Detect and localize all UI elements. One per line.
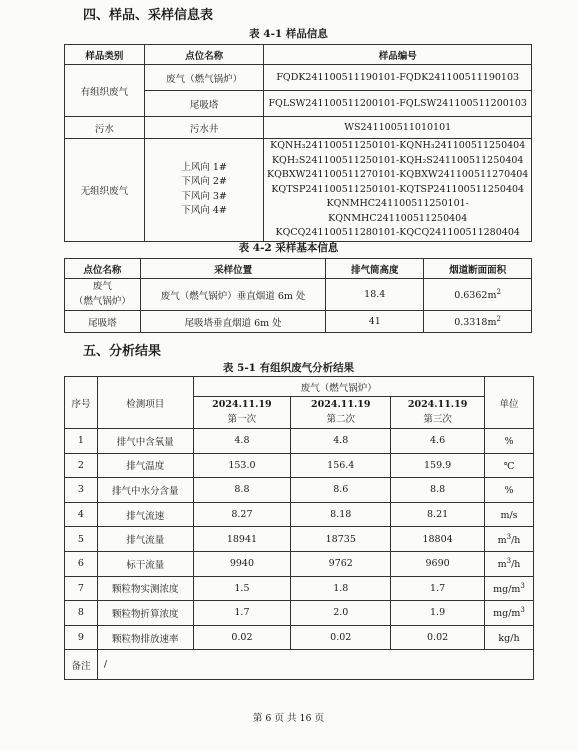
row-value-1: 1.5 — [193, 576, 291, 601]
header-code: 样品编号 — [264, 45, 532, 65]
point-name: 下风向 4# — [181, 205, 227, 217]
row-value-1: 153.0 — [193, 453, 291, 478]
row-unit — [485, 429, 534, 454]
table-4-2-caption: 表 4-2 采样基本信息 — [238, 242, 339, 254]
category-organized: 有组织废气 — [65, 65, 145, 117]
table-row — [65, 453, 534, 478]
point-name — [65, 279, 141, 311]
flue-area — [424, 279, 532, 311]
row-seq: 5 — [65, 527, 98, 552]
category-wastewater: 污水 — [65, 117, 145, 139]
row-unit — [485, 453, 534, 478]
row-value-3: 8.21 — [391, 502, 485, 527]
unit-text: m — [497, 534, 507, 546]
row-seq: 3 — [65, 478, 98, 503]
row-item: 标干流量 — [97, 551, 193, 576]
point-name: 尾吸塔 — [65, 311, 141, 333]
row-unit — [485, 478, 534, 503]
row-item: 颗粒物折算浓度 — [97, 601, 193, 626]
sampling-location: 尾吸塔垂直烟道 6m 处 — [140, 311, 326, 333]
row-seq: 2 — [65, 453, 98, 478]
header-group: 废气（燃气锅炉） — [193, 377, 485, 397]
row-value-1: 8.27 — [193, 502, 291, 527]
row-value-2: 4.8 — [291, 429, 391, 454]
row-value-2: 0.02 — [291, 625, 391, 650]
row-value-2: 18735 — [291, 527, 391, 552]
point-name: 废气（燃气锅炉） — [144, 65, 264, 91]
table-4-1-caption: 表 4-1 样品信息 — [249, 28, 328, 40]
header-category: 样品类别 — [65, 45, 145, 65]
row-item: 排气温度 — [97, 453, 193, 478]
page-footer: 第 6 页 共 16 页 — [252, 713, 325, 724]
row-value-3: 8.8 — [391, 478, 485, 503]
point-name: 上风向 1# — [181, 161, 227, 173]
header-flue-area: 烟道断面面积 — [424, 259, 532, 279]
table-row — [65, 576, 534, 601]
sample-code: KQTSP241100511250101-KQTSP241100511250404 — [271, 183, 525, 195]
row-seq: 1 — [65, 429, 98, 454]
row-value-1: 8.8 — [193, 478, 291, 503]
area-exponent: 2 — [496, 287, 501, 296]
sampling-location: 废气（燃气锅炉）垂直烟道 6m 处 — [140, 279, 326, 311]
header-seq: 序号 — [65, 377, 98, 429]
sample-code: FQLSW241100511200101-FQLSW241100511200103 — [264, 91, 532, 117]
row-value-3: 159.9 — [391, 453, 485, 478]
unit-text: mg/m — [493, 583, 521, 595]
row-item: 排气中含氧量 — [97, 429, 193, 454]
unit-text: m — [497, 559, 507, 571]
run-date: 2024.11.19 — [212, 399, 272, 410]
stack-height: 41 — [326, 311, 424, 333]
table-row — [65, 527, 534, 552]
header-point: 点位名称 — [144, 45, 264, 65]
unit-text: ℃ — [503, 460, 515, 472]
unit-text-tail: /h — [511, 534, 521, 546]
unit-exponent: 3 — [520, 581, 525, 590]
section5-heading: 五、分析结果 — [83, 344, 162, 359]
row-seq: 4 — [65, 502, 98, 527]
row-value-3: 4.6 — [391, 429, 485, 454]
sample-code: KQBXW241100511270101-KQBXW241100511270404 — [267, 169, 529, 180]
sample-code: KQNMHC241100511250101-KQNMHC241100511250404 — [326, 198, 469, 224]
row-value-3: 18804 — [391, 527, 485, 552]
run-label: 第一次 — [227, 413, 257, 425]
area-value: 0.6362m — [454, 290, 497, 302]
unit-exponent: 3 — [506, 557, 512, 566]
unit-text: % — [504, 436, 514, 448]
sample-code: KQCQ241100511280101-KQCQ241100511280404 — [275, 227, 520, 238]
row-value-1: 9940 — [193, 551, 291, 576]
category-unorganized: 无组织废气 — [65, 139, 145, 242]
table-row — [65, 551, 534, 576]
row-unit — [485, 502, 534, 527]
point-name: 下风向 2# — [181, 176, 227, 188]
remark-value: / — [97, 650, 533, 680]
row-seq: 8 — [65, 601, 98, 626]
row-value-2: 9762 — [291, 551, 391, 576]
run-header — [193, 397, 291, 429]
sample-info-table — [64, 44, 532, 242]
row-item: 排气流量 — [97, 527, 193, 552]
row-value-1: 4.8 — [193, 429, 291, 454]
row-unit — [485, 601, 534, 626]
row-item: 颗粒物实测浓度 — [97, 576, 193, 601]
table-row — [65, 502, 534, 527]
remark-label: 备注 — [65, 650, 98, 680]
row-value-1: 1.7 — [193, 601, 291, 626]
row-item: 排气流速 — [97, 502, 193, 527]
row-value-2: 156.4 — [291, 453, 391, 478]
row-seq: 9 — [65, 625, 98, 650]
row-unit — [485, 527, 534, 552]
table-5-1-caption: 表 5-1 有组织废气分析结果 — [222, 362, 355, 374]
stack-height: 18.4 — [326, 279, 424, 311]
area-value: 0.3318m — [454, 317, 497, 329]
sample-code: KQH₂S241100511250101-KQH₂S241100511250404 — [271, 154, 524, 166]
unit-text: mg/m — [493, 608, 521, 620]
run-header — [291, 397, 391, 429]
unorganized-points — [144, 139, 264, 242]
row-value-3: 1.9 — [391, 601, 485, 626]
table-row — [65, 625, 534, 650]
table-row — [65, 429, 534, 454]
unit-exponent: 3 — [520, 606, 525, 615]
unit-exponent: 3 — [506, 532, 512, 541]
row-unit — [485, 576, 534, 601]
point-name-line: （燃气锅炉） — [73, 295, 131, 307]
row-unit — [485, 625, 534, 650]
table-row — [65, 601, 534, 626]
section4-heading: 四、样品、采样信息表 — [83, 8, 214, 23]
run-date: 2024.11.19 — [407, 399, 468, 410]
flue-area — [424, 311, 532, 333]
unit-text-tail: /h — [511, 559, 521, 571]
unit-text: m/s — [500, 510, 518, 522]
row-value-1: 18941 — [193, 527, 291, 552]
row-item: 排气中水分含量 — [97, 478, 193, 503]
row-value-3: 0.02 — [391, 625, 485, 650]
header-point-name: 点位名称 — [65, 259, 141, 279]
analysis-results-table — [64, 376, 534, 680]
run-header — [391, 397, 485, 429]
header-unit: 单位 — [485, 377, 534, 429]
row-item: 颗粒物排放速率 — [97, 625, 193, 650]
unit-text: % — [504, 485, 514, 497]
sample-code: WS241100511010101 — [264, 117, 532, 139]
run-label: 第二次 — [326, 413, 356, 425]
unorganized-codes — [264, 139, 532, 242]
header-item: 检测项目 — [97, 377, 193, 429]
header-location: 采样位置 — [140, 259, 326, 279]
row-value-2: 1.8 — [291, 576, 391, 601]
run-date: 2024.11.19 — [311, 399, 371, 410]
row-value-3: 9690 — [391, 551, 485, 576]
run-label: 第三次 — [423, 413, 452, 425]
row-value-2: 8.18 — [291, 502, 391, 527]
row-value-2: 8.6 — [291, 478, 391, 503]
point-name-line: 废气 — [92, 281, 112, 292]
point-name: 下风向 3# — [181, 190, 227, 202]
header-stack-height: 排气筒高度 — [326, 259, 424, 279]
area-exponent: 2 — [496, 314, 501, 323]
sample-code: KQNH₃241100511250101-KQNH₃241100511250404 — [270, 140, 526, 151]
row-value-1: 0.02 — [193, 625, 291, 650]
row-seq: 7 — [65, 576, 98, 601]
row-value-2: 2.0 — [291, 601, 391, 626]
row-seq: 6 — [65, 551, 98, 576]
point-name: 尾吸塔 — [144, 91, 264, 117]
sampling-info-table — [64, 258, 532, 333]
row-value-3: 1.7 — [391, 576, 485, 601]
unit-text: kg/h — [498, 633, 520, 645]
sample-code: FQDK241100511190101-FQDK241100511190103 — [264, 65, 532, 91]
row-unit — [485, 551, 534, 576]
point-name: 污水井 — [144, 117, 264, 139]
table-row — [65, 478, 534, 503]
